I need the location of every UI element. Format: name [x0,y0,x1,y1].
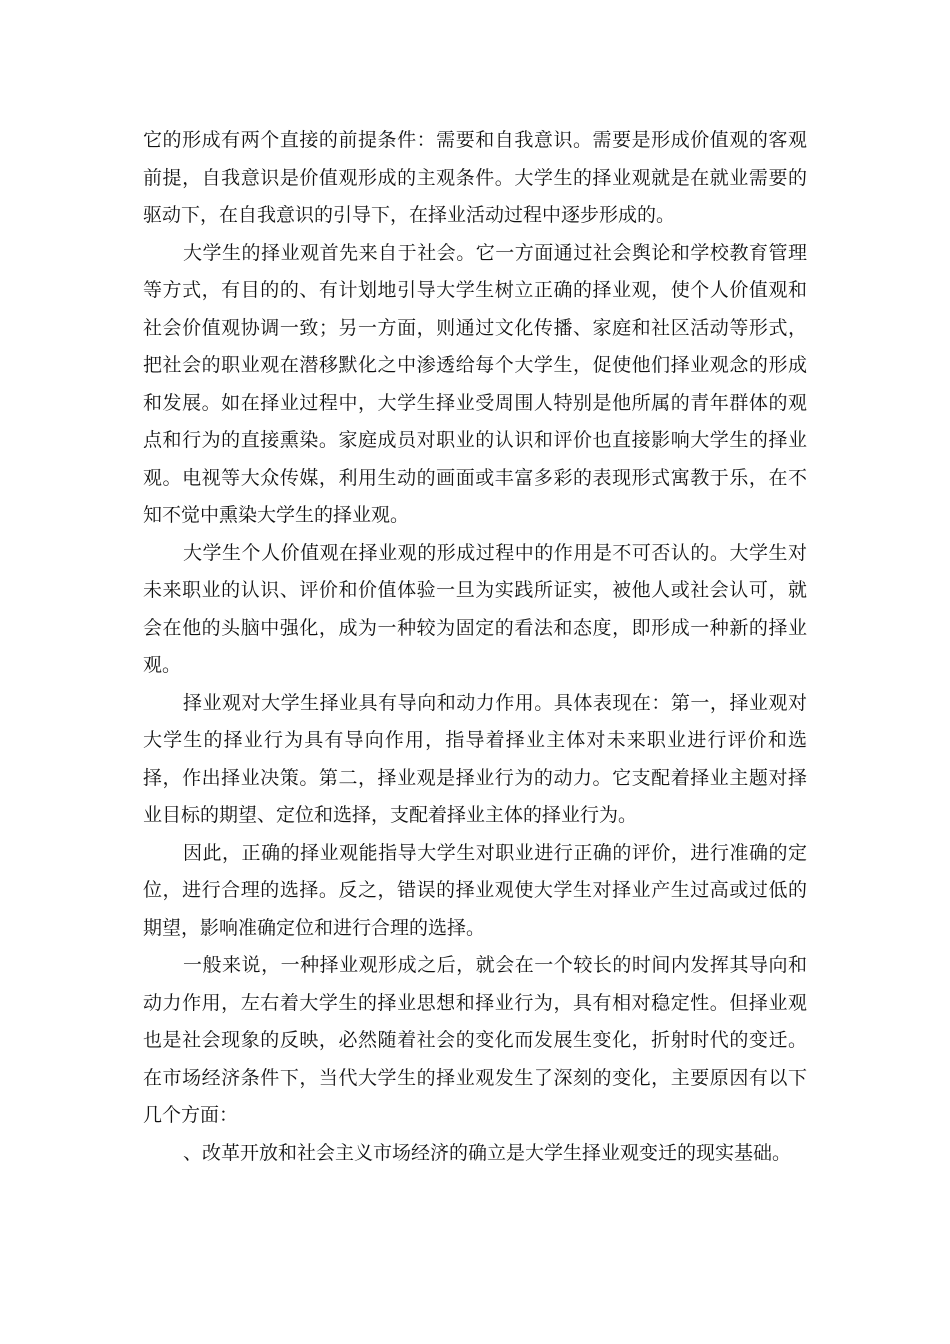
document-body [143,122,807,1172]
paragraph-5: 因此，正确的择业观能指导大学生对职业进行正确的评价，进行准确的定位，进行合理的选择。反之，错误的择业观使大学生对择业产生过高或过低的期望，影响准确定位和进行合理的选择。 [143,841,807,939]
paragraph-4: 择业观对大学生择业具有导向和动力作用。具体表现在：第一，择业观对大学生的择业行为具有导向作用，指导着择业主体对未来职业进行评价和选择，作出择业决策。第二，择业观是择业行为的动力。它支配着择业主题对择业目标的期望、定位和选择，支配着择业主体的择业行为。 [143,691,807,826]
paragraph-2: 大学生的择业观首先来自于社会。它一方面通过社会舆论和学校教育管理等方式，有目的的、有计划地引导大学生树立正确的择业观，使个人价值观和社会价值观协调一致；另一方面，则通过文化传播、家庭和社区活动等形式，把社会的职业观在潜移默化之中渗透给每个大学生，促使他们择业观念的形成和发展。如在择业过程中，大学生择业受周围人特别是他所属的青年群体的观点和行为的直接熏染。家庭成员对职业的认识和评价也直接影响大学生的择业观。电视等大众传媒，利用生动的画面或丰富多彩的表现形式寓教于乐，在不知不觉中熏染大学生的择业观。 [143,241,807,526]
paragraph-6: 一般来说，一种择业观形成之后，就会在一个较长的时间内发挥其导向和动力作用，左右着大学生的择业思想和择业行为，具有相对稳定性。但择业观也是社会现象的反映，必然随着社会的变化而发展生变化，折射时代的变迁。在市场经济条件下，当代大学生的择业观发生了深刻的变化，主要原因有以下几个方面： [143,954,807,1126]
paragraph-7: 、改革开放和社会主义市场经济的确立是大学生择业观变迁的现实基础。 [183,1141,792,1164]
paragraph-1: 它的形成有两个直接的前提条件：需要和自我意识。需要是形成价值观的客观前提，自我意识是价值观形成的主观条件。大学生的择业观就是在就业需要的驱动下，在自我意识的引导下，在择业活动过程中逐步形成的。 [143,129,807,226]
paragraph-3: 大学生个人价值观在择业观的形成过程中的作用是不可否认的。大学生对未来职业的认识、评价和价值体验一旦为实践所证实，被他人或社会认可，就会在他的头脑中强化，成为一种较为固定的看法和态度，即形成一种新的择业观。 [143,541,807,676]
